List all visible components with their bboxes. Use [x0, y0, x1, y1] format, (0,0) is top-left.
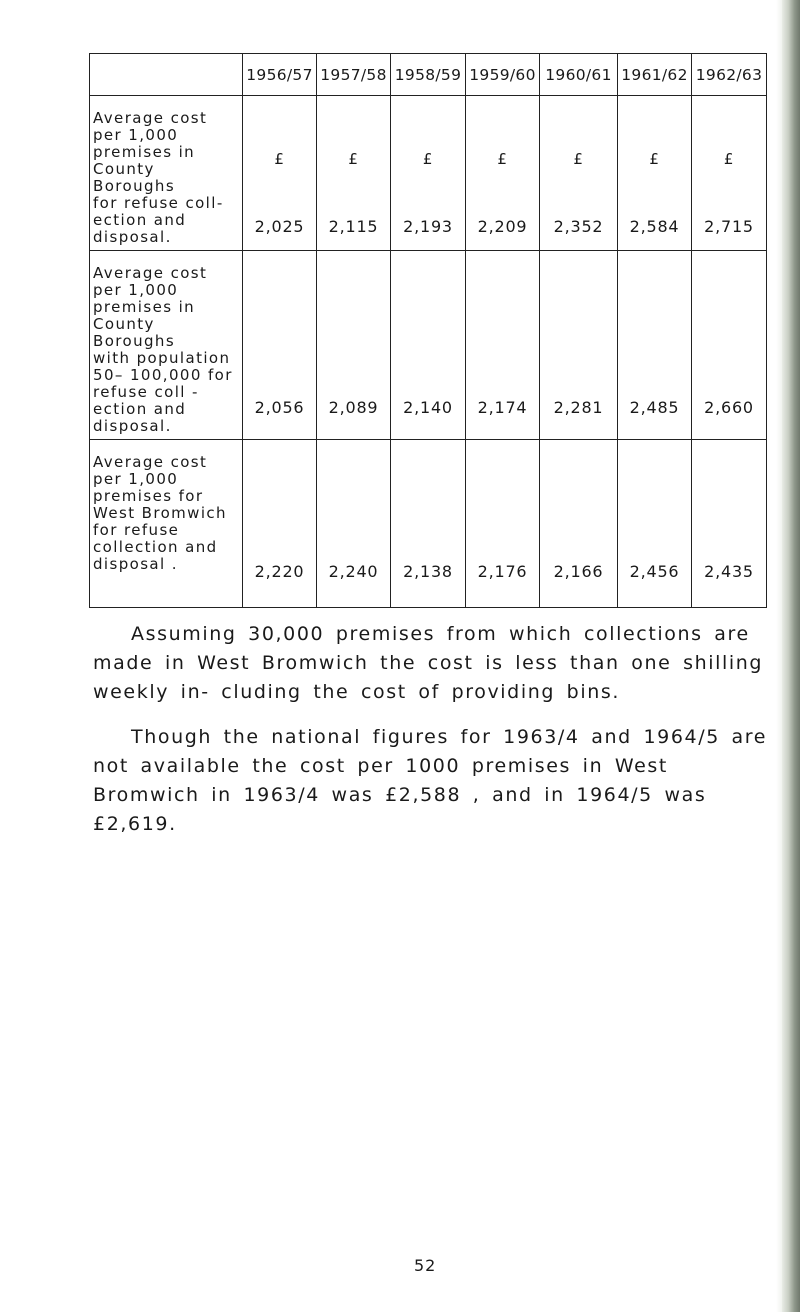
cell-value: 2,220	[254, 562, 305, 581]
table-cell: £ 2,209	[466, 96, 540, 251]
cell-value: 2,584	[629, 217, 680, 236]
table-cell: £ 2,352	[540, 96, 618, 251]
cell-value: 2,089	[328, 398, 379, 417]
cell-value: 2,115	[328, 217, 379, 236]
paragraph-cost-estimate: Assuming 30,000 premises from which collections are made in West Bromwich the cost is less than one shilling weekly in- cluding the cost of providing bins.	[93, 623, 764, 703]
table-cell	[391, 440, 466, 608]
row-label-line: premises in	[93, 143, 196, 161]
cell-value: 2,166	[553, 562, 604, 581]
column-header: 1961/62	[618, 54, 692, 96]
cell-value: 2,352	[553, 217, 604, 236]
table-cell	[466, 251, 540, 440]
row-label-line: disposal.	[93, 228, 172, 246]
table-cell: £ 2,115	[317, 96, 391, 251]
row-label-line: refuse coll -	[93, 383, 199, 401]
paragraph-national-figures: Though the national figures for 1963/4 and 1964/5 are not available the cost per 1000 premises in West Bromwich in 1963/4 was £2,588 , and in 1964/5 was £2,619.	[93, 726, 768, 835]
scan-edge	[782, 0, 800, 1312]
header-label-cell	[90, 54, 243, 96]
column-header: 1962/63	[692, 54, 767, 96]
table-cell	[540, 440, 618, 608]
column-header: 1958/59	[391, 54, 466, 96]
row-label-line: County Boroughs	[93, 315, 176, 350]
cell-value: 2,485	[629, 398, 680, 417]
row-label-line: per 1,000	[93, 281, 179, 299]
row-label-line: premises for	[93, 487, 204, 505]
column-header: 1959/60	[466, 54, 540, 96]
cell-value: 2,176	[477, 562, 528, 581]
table-cell	[540, 251, 618, 440]
table-cell: £ 2,715	[692, 96, 767, 251]
row-label-line: with population	[93, 349, 231, 367]
row-label-line: ection and	[93, 400, 187, 418]
cell-value: 2,281	[553, 398, 604, 417]
row-label-line: West Bromwich	[93, 504, 227, 522]
row-label-line: 50– 100,000 for	[93, 366, 233, 384]
table-cell	[692, 251, 767, 440]
table-cell	[243, 251, 317, 440]
table-cell	[692, 440, 767, 608]
table-cell	[317, 440, 391, 608]
cell-value: 2,240	[328, 562, 379, 581]
table-row	[90, 96, 767, 251]
table-row	[90, 251, 767, 440]
row-label	[90, 96, 243, 251]
row-label-line: ection and	[93, 211, 187, 229]
row-label-line: Average cost	[93, 109, 208, 127]
table-cell: £ 2,025	[243, 96, 317, 251]
header-row	[90, 54, 767, 96]
row-label-line: Average cost	[93, 453, 208, 471]
page-number: 52	[414, 1256, 437, 1275]
table-cell	[317, 251, 391, 440]
row-label-line: for refuse	[93, 521, 180, 539]
cell-value: 2,025	[254, 217, 305, 236]
row-label-line: Average cost	[93, 264, 208, 282]
table-cell	[618, 251, 692, 440]
table-row	[90, 440, 767, 608]
table-cell	[618, 440, 692, 608]
table-cell	[243, 440, 317, 608]
cell-value: 2,138	[403, 562, 453, 581]
cell-value: 2,174	[477, 398, 528, 417]
cell-value: 2,456	[629, 562, 680, 581]
table-cell: £ 2,584	[618, 96, 692, 251]
column-header: 1956/57	[243, 54, 317, 96]
cost-table	[89, 53, 767, 608]
row-label	[90, 440, 243, 608]
row-label-line: disposal .	[93, 555, 178, 573]
column-header: 1957/58	[317, 54, 391, 96]
cell-value: 2,209	[477, 217, 528, 236]
table-cell	[466, 440, 540, 608]
row-label-line: collection and	[93, 538, 218, 556]
cell-value: 2,056	[254, 398, 305, 417]
table-cell: £ 2,193	[391, 96, 466, 251]
cell-value: 2,435	[704, 562, 754, 581]
row-label-line: disposal.	[93, 417, 172, 435]
row-label-line: County Boroughs	[93, 160, 176, 195]
table-cell	[391, 251, 466, 440]
row-label-line: per 1,000	[93, 126, 179, 144]
cell-value: 2,193	[403, 217, 453, 236]
cell-value: 2,660	[704, 398, 754, 417]
row-label-line: per 1,000	[93, 470, 179, 488]
row-label-line: for refuse coll-	[93, 194, 224, 212]
cell-value: 2,715	[704, 217, 754, 236]
row-label	[90, 251, 243, 440]
column-header: 1960/61	[540, 54, 618, 96]
cell-value: 2,140	[403, 398, 453, 417]
row-label-line: premises in	[93, 298, 196, 316]
